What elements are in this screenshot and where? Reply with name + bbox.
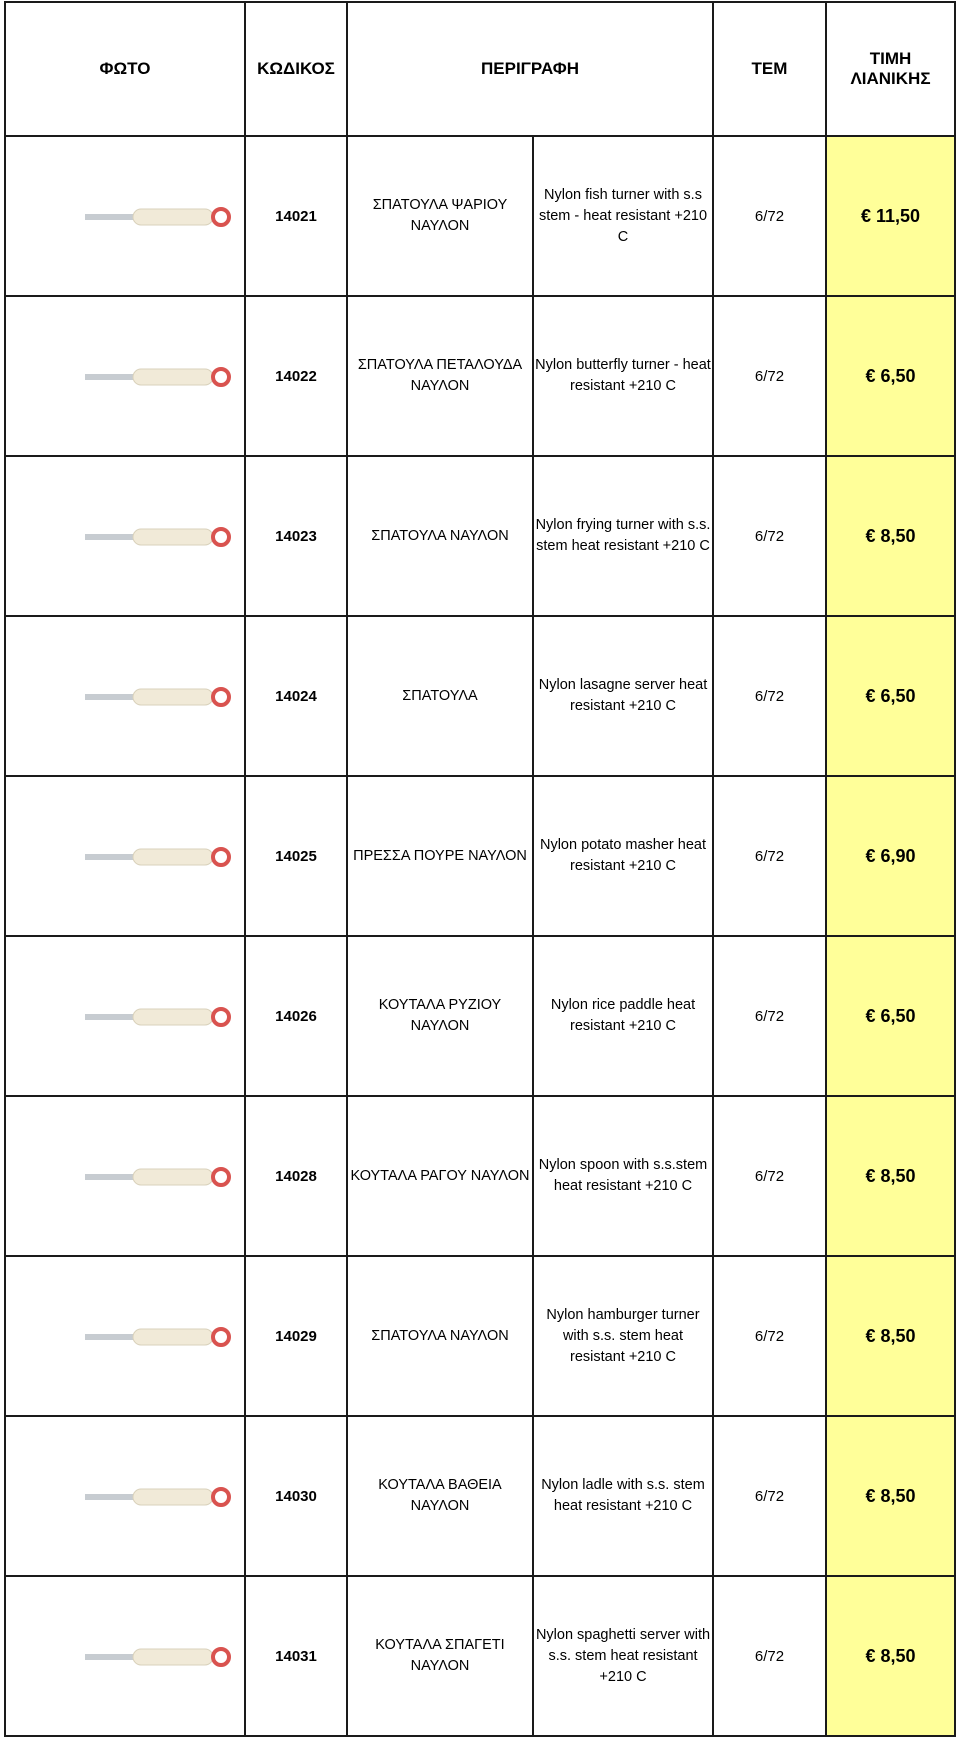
product-name-gr: ΚΟΥΤΑΛΑ ΣΠΑΓΕΤΙ ΝΑΥΛΟΝ (347, 1576, 533, 1736)
product-name-gr: ΣΠΑΤΟΥΛΑ ΝΑΥΛΟΝ (347, 456, 533, 616)
header-price-line2: ΛΙΑΝΙΚΗΣ (850, 69, 931, 88)
product-pieces: 6/72 (713, 776, 826, 936)
price-list-table (4, 1, 956, 1737)
header-description: ΠΕΡΙΓΡΑΦΗ (347, 2, 713, 136)
product-row (5, 1256, 955, 1416)
product-description-en: Nylon hamburger turner with s.s. stem heat resistant +210 C (533, 1256, 713, 1416)
product-description-en: Nylon ladle with s.s. stem heat resistant +210 C (533, 1416, 713, 1576)
product-description-en: Nylon potato masher heat resistant +210 C (533, 776, 713, 936)
header-row (5, 2, 955, 136)
product-name-gr: ΚΟΥΤΑΛΑ ΒΑΘΕΙΑ ΝΑΥΛΟΝ (347, 1416, 533, 1576)
product-pieces: 6/72 (713, 1096, 826, 1256)
potato-masher-icon (15, 794, 235, 918)
product-photo (5, 616, 245, 776)
product-description-en: Nylon spaghetti server with s.s. stem heat resistant +210 C (533, 1576, 713, 1736)
product-name-gr: ΚΟΥΤΑΛΑ ΡΑΓΟΥ ΝΑΥΛΟΝ (347, 1096, 533, 1256)
product-name-gr: ΣΠΑΤΟΥΛΑ ΨΑΡΙΟΥ ΝΑΥΛΟΝ (347, 136, 533, 296)
product-pieces: 6/72 (713, 136, 826, 296)
product-code: 14029 (245, 1256, 347, 1416)
product-description-en: Nylon fish turner with s.s stem - heat resistant +210 C (533, 136, 713, 296)
product-photo (5, 456, 245, 616)
product-code: 14025 (245, 776, 347, 936)
product-row (5, 1416, 955, 1576)
product-description-en: Nylon frying turner with s.s. stem heat resistant +210 C (533, 456, 713, 616)
product-photo (5, 1576, 245, 1736)
product-pieces: 6/72 (713, 456, 826, 616)
header-retail-price (826, 2, 955, 136)
product-code: 14023 (245, 456, 347, 616)
product-code: 14026 (245, 936, 347, 1096)
product-description-en: Nylon rice paddle heat resistant +210 C (533, 936, 713, 1096)
lasagne-server-icon (15, 634, 235, 758)
product-row (5, 456, 955, 616)
product-row (5, 1096, 955, 1256)
product-code: 14022 (245, 296, 347, 456)
product-photo (5, 1096, 245, 1256)
header-price-line1: ΤΙΜΗ (869, 49, 912, 68)
product-price: € 8,50 (826, 456, 955, 616)
product-price: € 6,50 (826, 296, 955, 456)
product-photo (5, 1256, 245, 1416)
product-pieces: 6/72 (713, 616, 826, 776)
header-code: ΚΩΔΙΚΟΣ (245, 2, 347, 136)
product-photo (5, 136, 245, 296)
ladle-icon (15, 1434, 235, 1558)
product-description-en: Nylon spoon with s.s.stem heat resistant +210 C (533, 1096, 713, 1256)
product-name-gr: ΚΟΥΤΑΛΑ ΡΥΖΙΟΥ ΝΑΥΛΟΝ (347, 936, 533, 1096)
product-pieces: 6/72 (713, 296, 826, 456)
product-code: 14031 (245, 1576, 347, 1736)
product-code: 14021 (245, 136, 347, 296)
product-code: 14024 (245, 616, 347, 776)
product-pieces: 6/72 (713, 936, 826, 1096)
product-name-gr: ΣΠΑΤΟΥΛΑ ΠΕΤΑΛΟΥΔΑ ΝΑΥΛΟΝ (347, 296, 533, 456)
product-photo (5, 936, 245, 1096)
spaghetti-server-icon (15, 1594, 235, 1718)
product-description-en: Nylon lasagne server heat resistant +210 C (533, 616, 713, 776)
butterfly-turner-icon (15, 314, 235, 438)
product-price: € 8,50 (826, 1416, 955, 1576)
product-price: € 11,50 (826, 136, 955, 296)
product-price: € 6,90 (826, 776, 955, 936)
product-name-gr: ΠΡΕΣΣΑ ΠΟΥΡΕ ΝΑΥΛΟΝ (347, 776, 533, 936)
product-pieces: 6/72 (713, 1416, 826, 1576)
product-row (5, 776, 955, 936)
spoon-icon (15, 1114, 235, 1238)
hamburger-turner-icon (15, 1274, 235, 1398)
fish-turner-icon (15, 154, 235, 278)
product-pieces: 6/72 (713, 1256, 826, 1416)
rice-paddle-icon (15, 954, 235, 1078)
product-code: 14030 (245, 1416, 347, 1576)
header-photo: ΦΩΤΟ (5, 2, 245, 136)
product-photo (5, 776, 245, 936)
product-row (5, 136, 955, 296)
product-name-gr: ΣΠΑΤΟΥΛΑ (347, 616, 533, 776)
product-name-gr: ΣΠΑΤΟΥΛΑ ΝΑΥΛΟΝ (347, 1256, 533, 1416)
product-photo (5, 1416, 245, 1576)
product-row (5, 1576, 955, 1736)
product-price: € 6,50 (826, 616, 955, 776)
product-price: € 8,50 (826, 1256, 955, 1416)
product-price: € 6,50 (826, 936, 955, 1096)
product-row (5, 296, 955, 456)
product-description-en: Nylon butterfly turner - heat resistant +210 C (533, 296, 713, 456)
product-pieces: 6/72 (713, 1576, 826, 1736)
header-pieces: ΤΕΜ (713, 2, 826, 136)
product-photo (5, 296, 245, 456)
product-code: 14028 (245, 1096, 347, 1256)
frying-turner-icon (15, 474, 235, 598)
product-row (5, 936, 955, 1096)
product-price: € 8,50 (826, 1096, 955, 1256)
product-row (5, 616, 955, 776)
product-price: € 8,50 (826, 1576, 955, 1736)
